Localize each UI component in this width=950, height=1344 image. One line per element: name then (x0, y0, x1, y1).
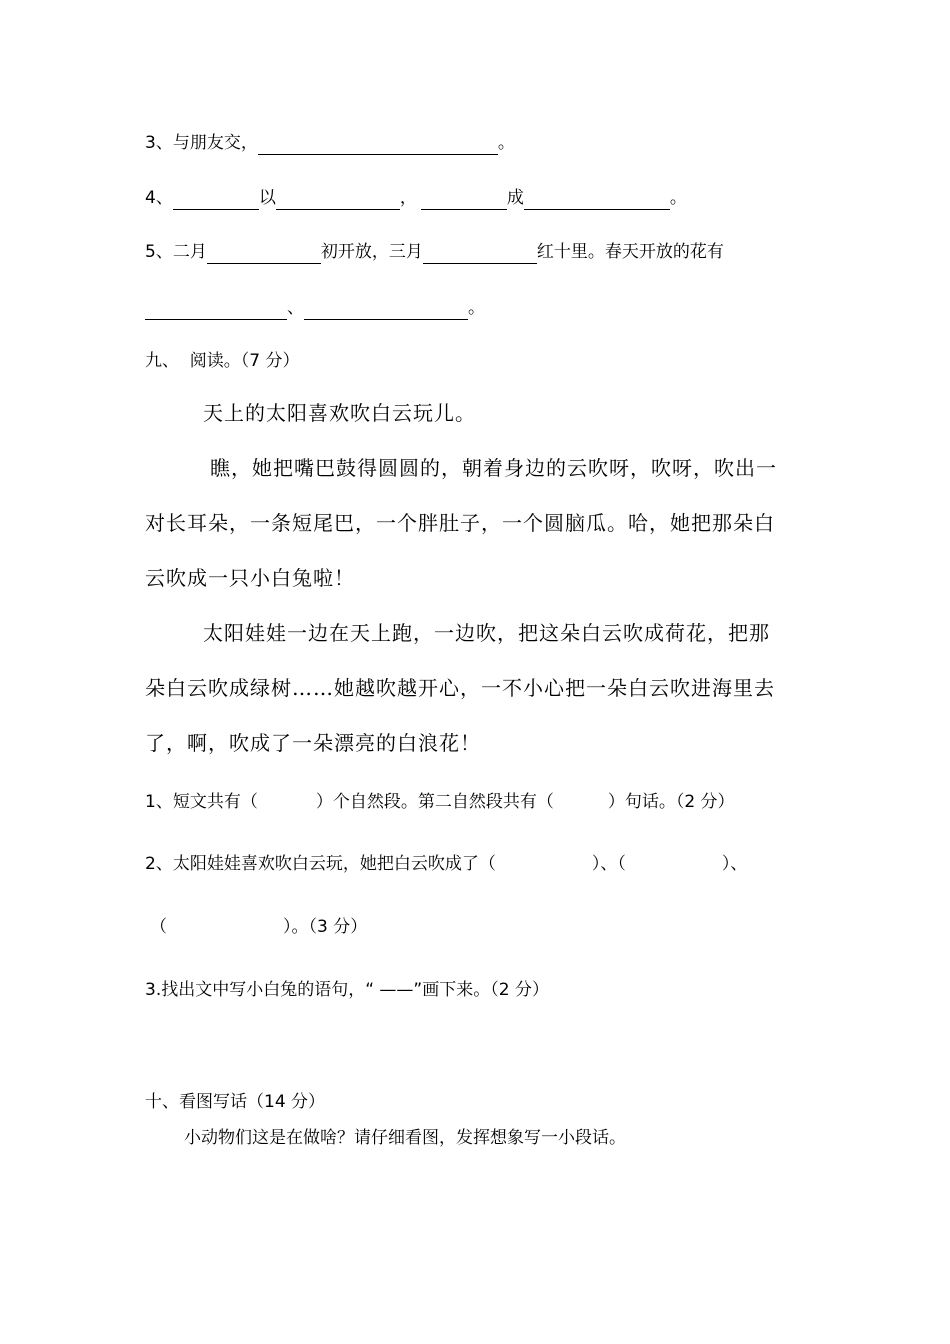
q5-prefix: 5、二月 (145, 242, 207, 262)
passage-line: 对长耳朵，一条短尾巴，一个胖肚子，一个圆脑瓜。哈，她把那朵白 (145, 511, 775, 535)
passage-line: 太阳娃娃一边在天上跑，一边吹，把这朵白云吹成荷花，把那 (203, 621, 770, 645)
section-9-title: 九、 阅读。（7 分） (145, 351, 300, 371)
q3-suffix: 。 (497, 133, 515, 153)
reading-question-2 (145, 852, 747, 876)
answer-blank[interactable] (304, 299, 468, 320)
q2-text-b: ）、（ (591, 854, 626, 874)
q1-text-b: ）个自然段。第二自然段共有（ (315, 792, 554, 812)
answer-blank[interactable] (145, 299, 287, 320)
fill-question-4 (145, 186, 687, 210)
q4-word-3: 成 (506, 188, 524, 208)
reading-question-1 (145, 790, 735, 814)
answer-blank[interactable] (258, 134, 498, 155)
q2-text-a: 2、太阳娃娃喜欢吹白云玩，她把白云吹成了（ (145, 854, 496, 874)
answer-blank[interactable] (423, 243, 537, 264)
passage-line: 朵白云吹成绿树……她越吹越开心，一不小心把一朵白云吹进海里去 (145, 676, 775, 700)
q3-prefix: 3、与朋友交， (145, 133, 258, 153)
q5-word-1: 初开放，三月 (320, 242, 423, 262)
reading-question-3: 3.找出文中写小白兔的语句，“ ——”画下来。（2 分） (145, 980, 549, 1000)
q2b-text-a: （ (150, 917, 167, 937)
q4-word-2: ， (399, 188, 417, 208)
q1-text-c: ）句话。（2 分） (607, 792, 735, 812)
q5-suffix: 。 (468, 298, 485, 318)
q4-suffix: 。 (669, 188, 687, 208)
passage-line: 瞧，她把嘴巴鼓得圆圆的，朝着身边的云吹呀，吹呀，吹出一 (210, 456, 777, 480)
q5-word-2: 红十里。春天开放的花有 (536, 242, 724, 262)
fill-question-3 (145, 131, 515, 155)
passage-line: 云吹成一只小白兔啦！ (145, 566, 355, 590)
q4-word-1: 以 (258, 188, 276, 208)
q5-separator: 、 (287, 298, 304, 318)
q2-text-c: ）、 (721, 854, 748, 874)
section-10-prompt: 小动物们这是在做啥？请仔细看图，发挥想象写一小段话。 (184, 1128, 626, 1148)
q4-prefix: 4、 (145, 188, 173, 208)
section-10-title: 十、看图写话（14 分） (145, 1092, 326, 1112)
fill-question-5-line-2 (145, 296, 485, 320)
answer-blank[interactable] (276, 189, 400, 210)
answer-blank[interactable] (207, 243, 321, 264)
fill-question-5 (145, 240, 724, 264)
q1-text-a: 1、短文共有（ (145, 792, 258, 812)
answer-blank[interactable] (421, 189, 507, 210)
q2b-text-b: ）。（3 分） (283, 917, 368, 937)
passage-line: 天上的太阳喜欢吹白云玩儿。 (203, 401, 476, 425)
passage-line: 了，啊，吹成了一朵漂亮的白浪花！ (145, 731, 481, 755)
reading-question-2-line-2 (150, 915, 367, 939)
answer-blank[interactable] (173, 189, 259, 210)
answer-blank[interactable] (524, 189, 670, 210)
